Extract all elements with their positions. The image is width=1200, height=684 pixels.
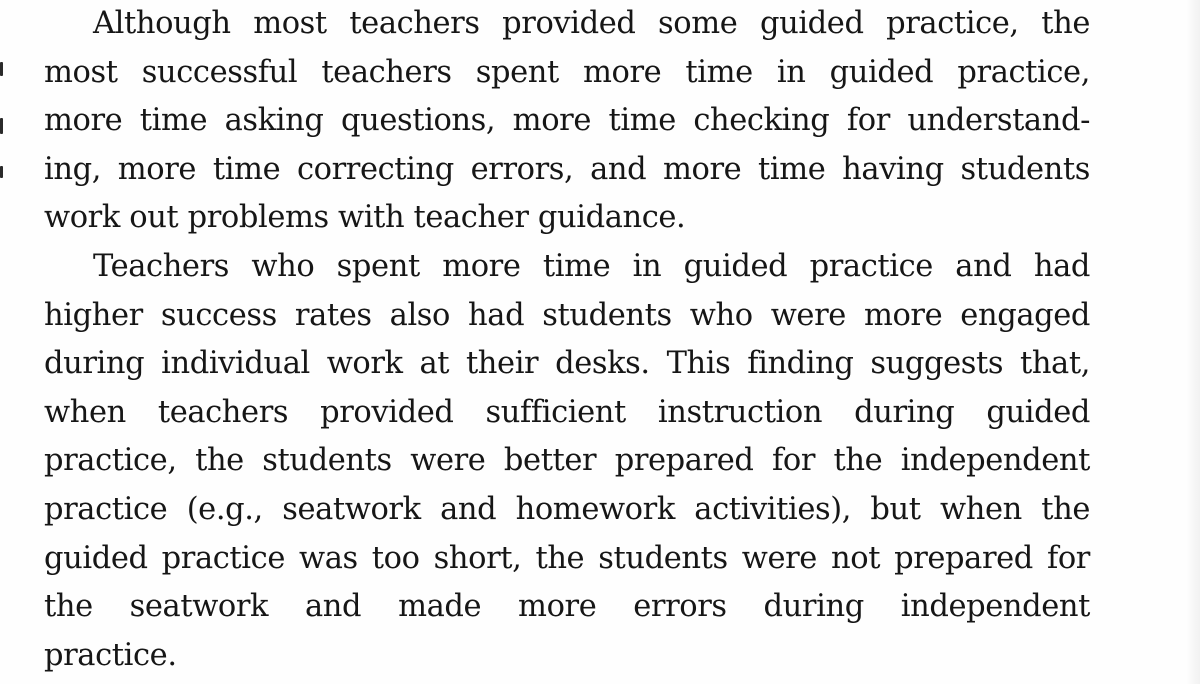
- paragraph-2: [44, 243, 1090, 680]
- text-line: Teachers who spent more time in guided practice and had: [93, 248, 1090, 284]
- text-line: higher success rates also had students who were more engaged: [44, 297, 1090, 333]
- text-line: when teachers provided sufficient instruction during guided: [44, 394, 1090, 430]
- text-line: work out problems with teacher guidance.: [44, 200, 686, 236]
- text-line: Although most teachers provided some guided practice, the: [93, 6, 1090, 41]
- text-line: during individual work at their desks. This finding suggests that,: [44, 346, 1090, 382]
- paragraph-1: [44, 0, 1090, 243]
- gutter-mark: [0, 62, 3, 76]
- gutter-mark: [0, 118, 3, 134]
- text-line: practice, the students were better prepared for the independent: [44, 443, 1090, 479]
- text-line: ing, more time correcting errors, and more time having students: [44, 151, 1090, 187]
- gutter-mark: [0, 166, 3, 178]
- text-line: the seatwork and made more errors during independent: [44, 589, 1090, 625]
- text-line: more time asking questions, more time checking for understand-: [44, 103, 1090, 139]
- text-line: practice.: [44, 637, 177, 673]
- text-line: guided practice was too short, the students were not prepared for: [44, 540, 1090, 576]
- text-line: practice (e.g., seatwork and homework activities), but when the: [44, 491, 1090, 527]
- text-line: most successful teachers spent more time in guided practice,: [44, 54, 1090, 90]
- body-text: [44, 0, 1090, 680]
- page-edge-shadow: [1186, 0, 1200, 684]
